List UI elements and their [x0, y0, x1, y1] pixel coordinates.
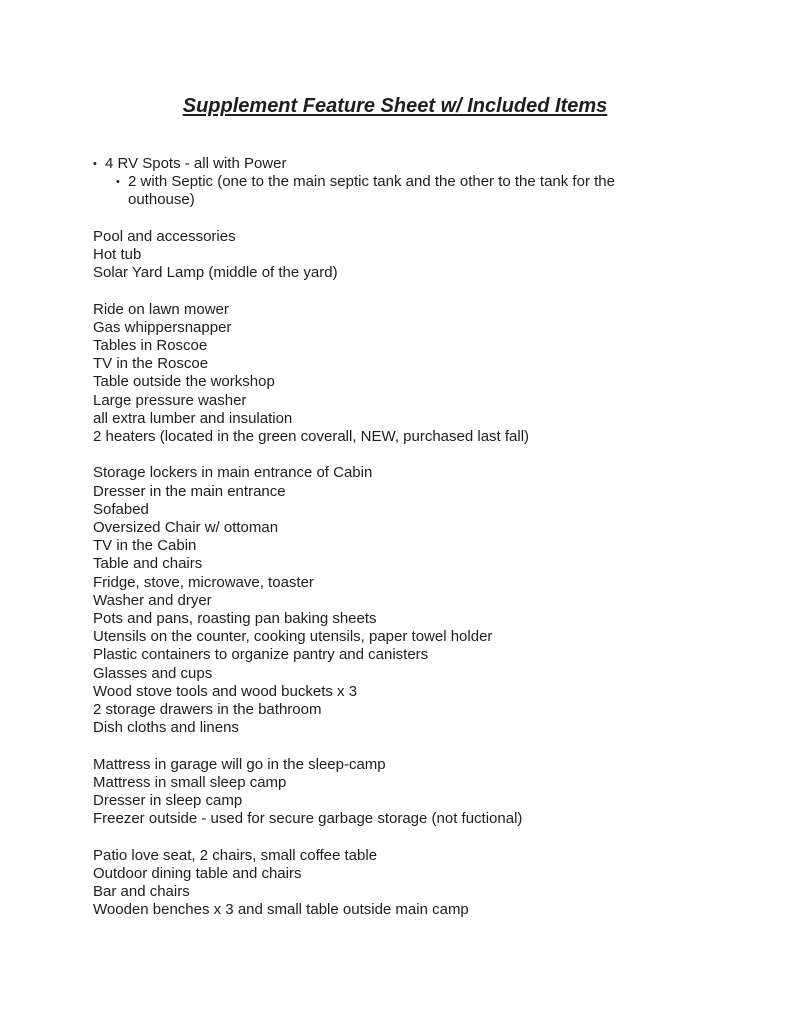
bullet-item-text: 4 RV Spots - all with Power: [105, 155, 287, 172]
item-group-cabin: [93, 464, 693, 737]
list-item: Wood stove tools and wood buckets x 3: [93, 682, 358, 700]
list-item: Wooden benches x 3 and small table outside main camp: [93, 901, 469, 919]
list-item: all extra lumber and insulation: [93, 409, 293, 427]
list-item: Table and chairs: [93, 555, 203, 573]
item-group-sleep-camp: [93, 756, 693, 829]
list-item: Dresser in sleep camp: [93, 792, 243, 810]
list-item: Dresser in the main entrance: [93, 482, 286, 500]
sub-bullet-list: [105, 173, 693, 209]
list-item: Hot tub: [93, 246, 142, 263]
list-item: Fridge, stove, microwave, toaster: [93, 573, 314, 591]
list-item: Oversized Chair w/ ottoman: [93, 519, 279, 537]
item-group-outdoor-amenities: [93, 228, 693, 283]
list-item: Outdoor dining table and chairs: [93, 864, 302, 882]
list-item: 2 storage drawers in the bathroom: [93, 701, 322, 719]
sub-bullet-item: • 2 with Septic (one to the main septic tank and the other to the tank for the outhouse): [116, 173, 658, 209]
list-item: Ride on lawn mower: [93, 300, 229, 318]
list-item: Plastic containers to organize pantry and canisters: [93, 646, 429, 664]
list-item: Storage lockers in main entrance of Cabin: [93, 464, 373, 482]
list-item: Large pressure washer: [93, 391, 247, 409]
list-item: Freezer outside - used for secure garbage storage (not fuctional): [93, 810, 523, 828]
list-item: Pool and accessories: [93, 227, 236, 245]
list-item: Solar Yard Lamp (middle of the yard): [93, 264, 338, 282]
list-item: Washer and dryer: [93, 591, 212, 609]
list-item: Sofabed: [93, 500, 149, 518]
document-body: [93, 155, 693, 919]
rv-spots-bullet-list: [93, 155, 693, 210]
list-item: Bar and chairs: [93, 883, 190, 901]
list-item: Dish cloths and linens: [93, 719, 239, 737]
list-item: Mattress in garage will go in the sleep-camp: [93, 755, 386, 773]
list-item: Gas whippersnapper: [93, 318, 232, 336]
list-item: Table outside the workshop: [93, 373, 275, 391]
item-group-patio: [93, 847, 693, 920]
list-item: Patio love seat, 2 chairs, small coffee table: [93, 846, 378, 864]
list-item: TV in the Roscoe: [93, 355, 209, 373]
list-item: Pots and pans, roasting pan baking sheets: [93, 610, 377, 628]
page-title: Supplement Feature Sheet w/ Included Items: [182, 95, 608, 117]
item-group-equipment: [93, 301, 693, 447]
list-item: Utensils on the counter, cooking utensils, paper towel holder: [93, 628, 493, 646]
list-item: Glasses and cups: [93, 664, 213, 682]
list-item: TV in the Cabin: [93, 537, 197, 555]
bullet-item: [93, 155, 693, 210]
list-item: Tables in Roscoe: [93, 337, 208, 354]
list-item: Mattress in small sleep camp: [93, 773, 287, 791]
list-item: 2 heaters (located in the green coverall, NEW, purchased last fall): [93, 428, 530, 446]
